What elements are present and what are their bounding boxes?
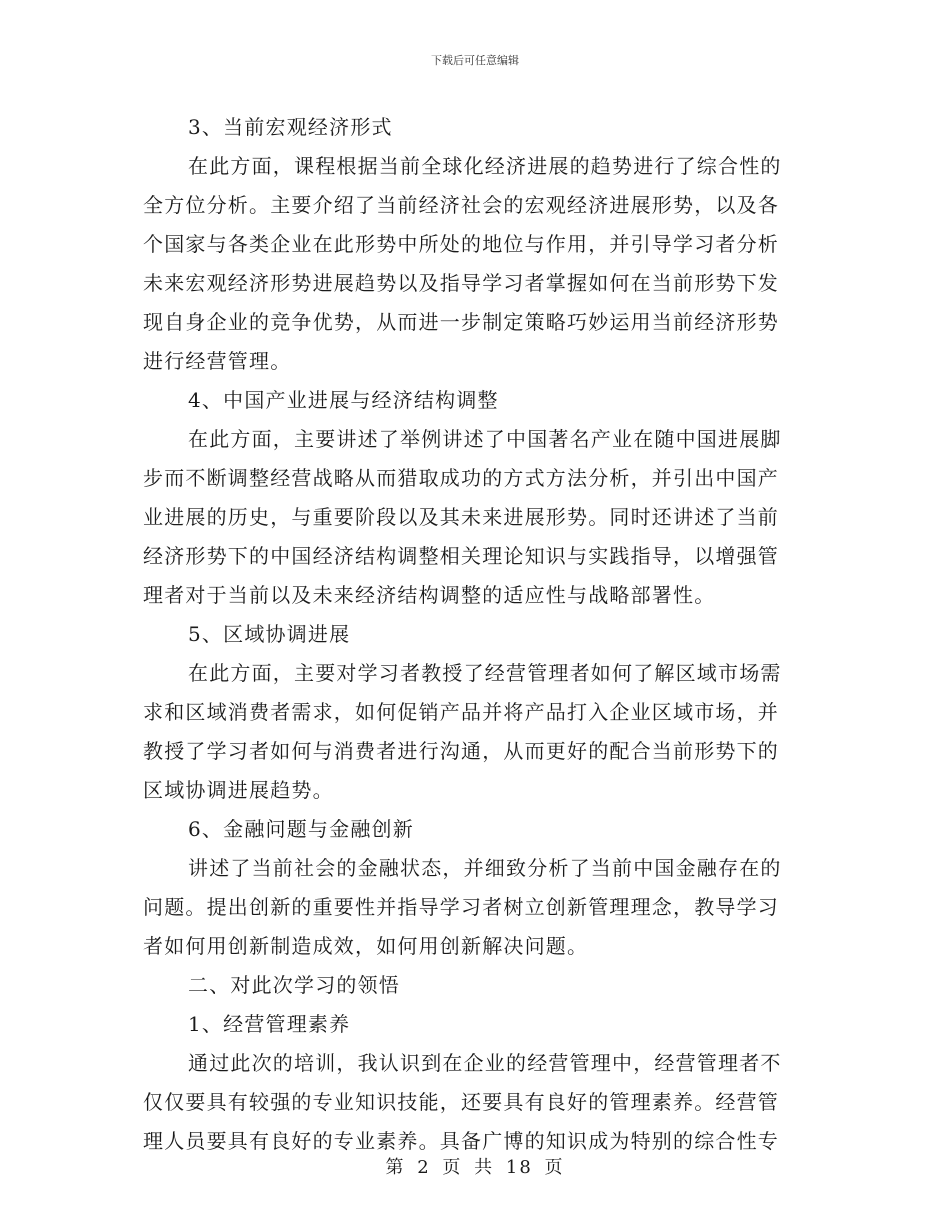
footer-prefix: 第 bbox=[385, 1157, 406, 1178]
text-line: 步而不断调整经营战略从而猎取成功的方式方法分析，并引出中国产 bbox=[143, 466, 779, 490]
text-line: 经济形势下的中国经济结构调整相关理论知识与实践指导，以增强管 bbox=[143, 544, 779, 568]
text-line: 者如何用创新制造成效，如何用创新解决问题。 bbox=[143, 934, 589, 958]
text-line: 在此方面，主要讲述了举例讲述了中国著名产业在随中国进展脚 bbox=[188, 427, 782, 451]
text-line: 未来宏观经济形势进展趋势以及指导学习者掌握如何在当前形势下发 bbox=[143, 271, 779, 295]
text-line: 全方位分析。主要介绍了当前经济社会的宏观经济进展形势，以及各 bbox=[143, 193, 779, 217]
text-line: 二、对此次学习的领悟 bbox=[188, 973, 400, 997]
text-line: 4、中国产业进展与经济结构调整 bbox=[188, 388, 499, 412]
footer-total-pages: 18 bbox=[505, 1157, 533, 1178]
text-line: 5、区域协调进展 bbox=[188, 622, 351, 646]
footer-suffix: 页 bbox=[544, 1157, 565, 1178]
page-footer bbox=[0, 1153, 950, 1179]
text-line: 业进展的历史，与重要阶段以及其未来进展形势。同时还讲述了当前 bbox=[143, 505, 779, 529]
text-line: 个国家与各类企业在此形势中所处的地位与作用，并引导学习者分析 bbox=[143, 232, 779, 256]
text-line: 在此方面，课程根据当前全球化经济进展的趋势进行了综合性的 bbox=[188, 154, 782, 178]
footer-page-word: 页 bbox=[442, 1157, 463, 1178]
text-line: 3、当前宏观经济形式 bbox=[188, 115, 393, 139]
text-line: 进行经营管理。 bbox=[143, 349, 292, 373]
document-body bbox=[143, 108, 798, 1161]
text-line: 在此方面，主要对学习者教授了经营管理者如何了解区域市场需 bbox=[188, 661, 782, 685]
text-line: 理者对于当前以及未来经济结构调整的适应性与战略部署性。 bbox=[143, 583, 716, 607]
text-line: 区域协调进展趋势。 bbox=[143, 778, 334, 802]
text-line: 通过此次的培训，我认识到在企业的经营管理中，经营管理者不 bbox=[188, 1051, 782, 1075]
footer-page-number: 2 bbox=[417, 1157, 431, 1178]
text-line: 问题。提出创新的重要性并指导学习者树立创新管理理念，教导学习 bbox=[143, 895, 779, 919]
text-line: 1、经营管理素养 bbox=[188, 1012, 351, 1036]
text-line: 6、金融问题与金融创新 bbox=[188, 817, 414, 841]
header-note: 下载后可任意编辑 bbox=[431, 54, 519, 67]
text-line: 教授了学习者如何与消费者进行沟通，从而更好的配合当前形势下的 bbox=[143, 739, 779, 763]
footer-total-word: 共 bbox=[474, 1157, 495, 1178]
text-line: 现自身企业的竞争优势，从而进一步制定策略巧妙运用当前经济形势 bbox=[143, 310, 779, 334]
text-line: 仅仅要具有较强的专业知识技能，还要具有良好的管理素养。经营管 bbox=[143, 1090, 779, 1114]
text-line: 讲述了当前社会的金融状态，并细致分析了当前中国金融存在的 bbox=[188, 856, 782, 880]
text-line: 求和区域消费者需求，如何促销产品并将产品打入企业区域市场，并 bbox=[143, 700, 779, 724]
text-line: 理人员要具有良好的专业素养。具备广博的知识成为特别的综合性专 bbox=[143, 1129, 779, 1153]
